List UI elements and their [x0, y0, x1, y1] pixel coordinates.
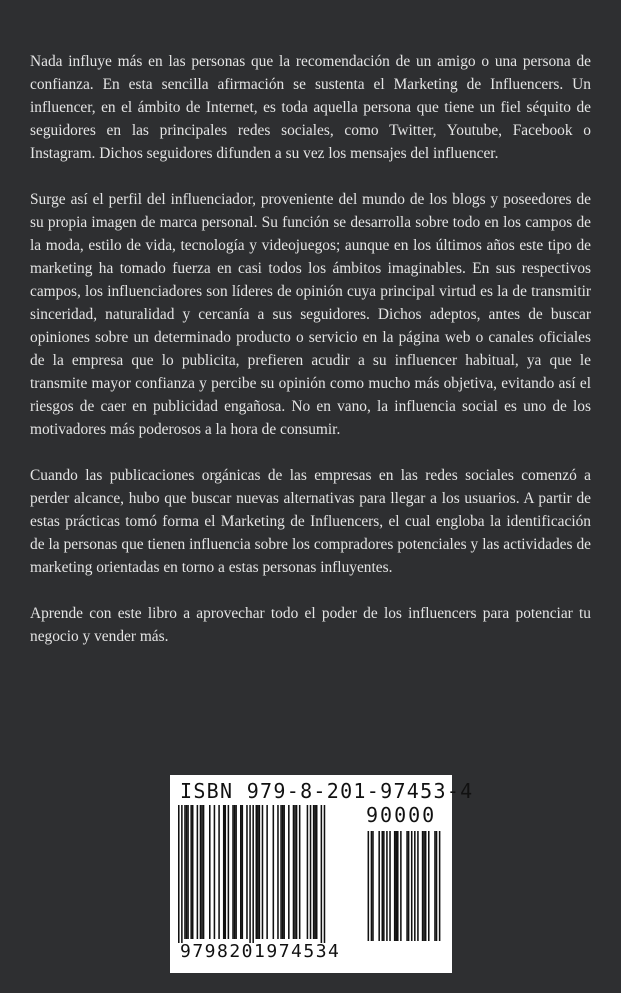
barcode-bar [280, 805, 282, 939]
barcode-bar [294, 805, 296, 939]
addon-bar [382, 831, 384, 941]
barcode-bar [234, 805, 236, 939]
addon-bar [422, 831, 424, 941]
barcode-bar [228, 805, 230, 939]
barcode-bar [218, 805, 220, 939]
addon-bar [394, 831, 396, 941]
barcode-bar [288, 805, 290, 939]
barcode-bar [178, 805, 180, 943]
addon-bar [408, 831, 410, 941]
barcode-bar [313, 805, 315, 939]
barcode-bar [321, 805, 323, 943]
barcode-bar [252, 805, 254, 943]
barcode-bar [214, 805, 216, 939]
barcode-bar [296, 805, 298, 939]
addon-price-code: 90000 [366, 803, 437, 827]
addon-bar [411, 831, 413, 941]
addon-bar [389, 831, 391, 941]
barcode-bar [246, 805, 248, 939]
ean-digits: 9798201974534 [180, 941, 341, 962]
barcode-bar [242, 805, 244, 939]
barcode-bar [324, 805, 326, 943]
addon-bar [428, 831, 430, 941]
barcode-bar [223, 805, 225, 939]
blurb-paragraph-2: Surge así el perfil del influenciador, proveniente del mundo de los blogs y poseedores de su propia imagen de marca personal. Su función se desarrolla sobre todo en los campos de la moda, estilo de vida, tecnología y videojuegos; aunque en los últimos años este tipo de marketing ha tomado fuerza en casi todos los ámbitos imaginables. En sus respectivos campos, los influenciadores son líderes de opinión cuya principal virtud es la de transmitir sinceridad, naturalidad y cercanía a sus seguidores. Dichos adeptos, antes de buscar opiniones sobre un determinado producto o servicio en la página web o canales oficiales de la empresa que lo publicita, prefieren acudir a su influencer habitual, ya que le transmite mayor confianza y percibe su opinión como mucho más objetiva, evitando así el riesgos de caer en publicidad engañosa. No en vano, la influencia social es uno de los motivadores más poderosos a la hora de consumir. [30, 191, 591, 438]
addon-bar [414, 831, 416, 941]
barcode-bar [293, 805, 295, 939]
barcode-bar [314, 805, 316, 939]
barcode-bar [273, 805, 275, 939]
barcode-bar [235, 805, 237, 939]
barcode-bar [299, 805, 301, 939]
barcode-bar [266, 805, 268, 939]
blurb-paragraph-3: Cuando las publicaciones orgánicas de las empresas en las redes sociales comenzó a perder alcance, hubo que buscar nuevas alternativas para llegar a los usuarios. A partir de estas prácticas tomó forma el Marketing de Influencers, el cual engloba la identificación de la personas que tienen influencia sobre los compradores potenciales y las actividades de marketing orientadas en torno a estas personas influyentes. [30, 467, 591, 576]
barcode-bar [225, 805, 227, 939]
addon-bar [439, 831, 441, 941]
barcode-bar [259, 805, 261, 939]
addon-bar [395, 831, 397, 941]
barcode-bar [282, 805, 284, 939]
addon-bar [423, 831, 425, 941]
addon-bar [378, 831, 380, 941]
addon-bar [400, 831, 402, 941]
addon-bar [371, 831, 373, 941]
barcode-bar [203, 805, 205, 939]
barcode-bar [240, 805, 242, 939]
addon-bar [397, 831, 399, 941]
isbn-barcode [170, 775, 474, 973]
addon-bar [368, 831, 370, 941]
blurb-paragraph-1: Nada influye más en las personas que la recomendación de un amigo o una persona de confianza. En esta sencilla afirmación se sustenta el Marketing de Influencers. Un influencer, en el ámbito de Internet, es toda aquella persona que tiene un fiel séquito de seguidores en las principales redes sociales, como Twitter, Youtube, Facebook o Instagram. Dichos seguidores difunden a su vez los mensajes del influencer. [30, 53, 591, 162]
barcode-bar [184, 805, 186, 939]
barcode-bar [232, 805, 234, 939]
barcode-bar [256, 805, 258, 939]
addon-bar [383, 831, 385, 941]
addon-bar [417, 831, 419, 941]
blurb-paragraph-4: Aprende con este libro a aprovechar todo el poder de los influencers para potenciar tu negocio y vender más. [30, 605, 591, 645]
barcode-bar [181, 805, 183, 943]
barcode-bar [316, 805, 318, 939]
barcode-bar [283, 805, 285, 939]
addon-bar [372, 831, 374, 941]
addon-bar [436, 831, 438, 941]
addon-bar [434, 831, 436, 941]
blurb-text [30, 50, 591, 671]
isbn-label: ISBN 979-8-201-97453-4 [180, 779, 474, 803]
barcode-bar [197, 805, 199, 939]
addon-bar [386, 831, 388, 941]
barcode-bar [307, 805, 309, 939]
barcode-bar [257, 805, 259, 939]
barcode-bar [201, 805, 203, 939]
barcode-bar [192, 805, 194, 939]
barcode-bar [187, 805, 189, 939]
barcode-bar [310, 805, 312, 939]
barcode-bar [209, 805, 211, 939]
addon-bar [425, 831, 427, 941]
addon-bar [406, 831, 408, 941]
barcode-bar [190, 805, 192, 939]
barcode-bar [277, 805, 279, 939]
barcode-bar [262, 805, 264, 939]
barcode-bar [186, 805, 188, 939]
barcode-bar [249, 805, 251, 943]
barcode-bar [200, 805, 202, 939]
